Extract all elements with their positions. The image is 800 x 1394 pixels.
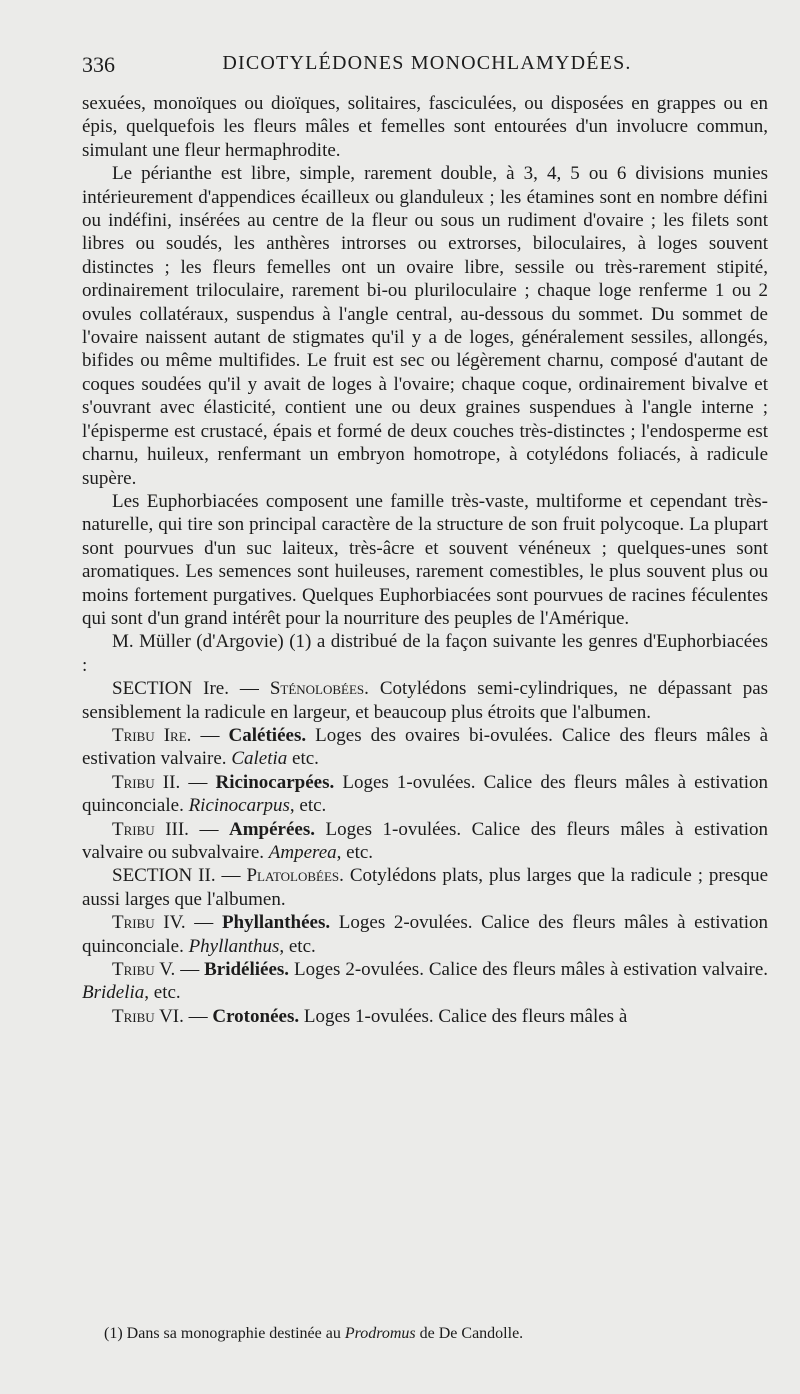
tribe-suffix: etc. [153, 982, 181, 1004]
tribe-entry: Tribu III. — Ampérées. Loges 1-ovulées. Calice des fleurs mâles à estivation valvaire ou subvalvaire. Amperea, etc. [82, 818, 769, 863]
genus-name: Caletia [231, 748, 288, 770]
tribe-text: Loges 1-ovulées. Calice des fleurs mâles à estivation valvaire ou subvalvaire. [82, 818, 769, 863]
section-name: Sténolobées. [269, 678, 369, 700]
body-text [82, 92, 768, 1028]
tribe-label: Tribu VI. [112, 1005, 184, 1027]
paragraph-continuation: sexuées, monoïques ou dioïques, solitaires, fasciculées, ou disposées en grappes ou en épis, quelquefois les fleurs mâles et femelles sont entourées d'un involucre commun, simulant une fleur hermaphrodite. [82, 93, 768, 161]
genus-name: Ricinocarpus [188, 795, 290, 817]
genus-name: Phyllanthus [188, 935, 280, 957]
section-1-entry: SECTION Ire. — Sténolobées. Cotylédons semi-cylindriques, ne dépassant pas sensiblement la radicule en largeur, et beaucoup plus étroits que l'albumen. [82, 678, 769, 723]
footnote-text: Dans sa monographie destinée au [126, 1325, 341, 1342]
paragraph-muller: M. Müller (d'Argovie) (1) a distribué de la façon suivante les genres d'Euphorbiacées : [82, 631, 768, 676]
section-2-entry: SECTION II. — Platolobées. Cotylédons plats, plus larges que la radicule ; presque aussi larges que l'albumen. [82, 865, 769, 910]
tribe-text: Loges 2-ovulées. Calice des fleurs mâles à estivation valvaire. [293, 959, 769, 981]
tribe-label: Tribu III. [112, 818, 189, 840]
tribe-text: Loges des ovaires bi-ovulées. Calice des fleurs mâles à estivation valvaire. [82, 724, 769, 770]
tribe-suffix: etc. [299, 795, 327, 817]
footnote [104, 1324, 764, 1344]
tribe-text: Loges 1-ovulées. Calice des fleurs mâles à [303, 1005, 628, 1027]
section-name: Platolobées. [246, 865, 344, 887]
tribe-suffix: etc. [346, 842, 374, 863]
tribe-entry: Tribu II. — Ricinocarpées. Loges 1-ovulées. Calice des fleurs mâles à estivation quinconciale. Ricinocarpus, etc. [82, 771, 769, 817]
tribe-text: Loges 1-ovulées. Calice des fleurs mâles à estivation quinconciale. [82, 771, 769, 817]
tribe-name: Ampérées. [229, 818, 315, 840]
tribe-name: Bridéliées. [204, 959, 290, 981]
footnote-work: Prodromus [344, 1325, 416, 1342]
paragraph-euphorbiacees: Les Euphorbiacées composent une famille très-vaste, multiforme et cependant très-naturelle, qui tire son principal caractère de la structure de son fruit polycoque. La plupart sont pourvues d'un suc laiteux, très-âcre et souvent vénéneux ; quelques-unes sont aromatiques. Les semences sont huileuses, rarement comestibles, le plus souvent plus ou moins fortement purgatives. Quelques Euphorbiacées sont pourvues de racines féculentes qui sont d'un grand intérêt pour la nourriture des peuples de l'Amérique. [82, 490, 768, 629]
tribe-name: Crotonées. [212, 1005, 300, 1027]
tribe-label: Tribu II. [112, 771, 181, 793]
section-label: SECTION Ire. [112, 678, 229, 700]
tribe-entry: Tribu Ire. — Calétiées. Loges des ovaires bi-ovulées. Calice des fleurs mâles à estivation valvaire. Caletia etc. [82, 724, 769, 770]
tribe-name: Calétiées. [228, 724, 307, 746]
section-text: Cotylédons semi-cylindriques, ne dépassant pas sensiblement la radicule en largeur, et beaucoup plus étroits que l'albumen. [82, 678, 769, 723]
section-text: Cotylédons plats, plus larges que la radicule ; presque aussi larges que l'albumen. [82, 865, 769, 910]
running-title: DICOTYLÉDONES MONOCHLAMYDÉES. [222, 52, 632, 74]
genus-name: Bridelia [82, 982, 145, 1004]
page-number: 336 [82, 52, 115, 77]
tribe-entry: Tribu V. — Bridéliées. Loges 2-ovulées. Calice des fleurs mâles à estivation valvaire. Bridelia, etc. [82, 959, 769, 1004]
tribe-name: Phyllanthées. [221, 912, 331, 934]
tribe-text: Loges 2-ovulées. Calice des fleurs mâles à estivation quinconciale. [82, 912, 769, 957]
tribe-label: Tribu V. [112, 959, 176, 981]
tribe-label: Tribu IV. [112, 912, 186, 934]
genus-name: Amperea [268, 842, 337, 863]
tribe-suffix: etc. [292, 748, 319, 770]
section-label: SECTION II. [112, 865, 216, 887]
tribe-name: Ricinocarpées. [215, 771, 335, 793]
paragraph-perianthe: Le périanthe est libre, simple, rarement double, à 3, 4, 5 ou 6 divisions munies intérieurement d'appendices écailleux ou glanduleux ; les étamines sont en nombre défini ou indéfini, insérées au centre de la fleur ou sous un rudiment d'ovaire ; les filets sont libres ou soudés, les anthères introrses ou extrorses, biloculaires, à loges souvent distinctes ; les fleurs femelles ont un ovaire libre, sessile ou très-rarement stipité, ordinairement triloculaire, rarement bi-ou pluriloculaire ; chaque loge renferme 1 ou 2 ovules collatéraux, suspendus à l'angle central, au-dessous du sommet. Du sommet de l'ovaire naissent autant de stigmates qu'il y a de loges, généralement sessiles, allongés, bifides ou même multifides. Le fruit est sec ou légèrement charnu, composé d'autant de coques soudées qu'il y avait de loges à l'ovaire; chaque coque, ordinairement bivalve et s'ouvrant avec élasticité, contient une ou deux graines suspendues à l'angle interne ; l'épisperme est crustacé, épais et formé de deux couches très-distinctes ; l'endosperme est charnu, huileux, renfermant un embryon homotrope, à cotylédons foliacés, à radicule supère. [82, 163, 768, 489]
tribe-entry: Tribu VI. — Crotonées. Loges 1-ovulées. Calice des fleurs mâles à [112, 1005, 628, 1027]
tribe-entry: Tribu IV. — Phyllanthées. Loges 2-ovulées. Calice des fleurs mâles à estivation quinconciale. Phyllanthus, etc. [82, 912, 769, 957]
page-header [82, 52, 772, 82]
footnote-author: de De Candolle. [419, 1325, 524, 1342]
footnote-marker: (1) [104, 1325, 123, 1342]
tribe-suffix: etc. [288, 935, 316, 957]
tribe-label: Tribu Ire. [112, 724, 192, 746]
